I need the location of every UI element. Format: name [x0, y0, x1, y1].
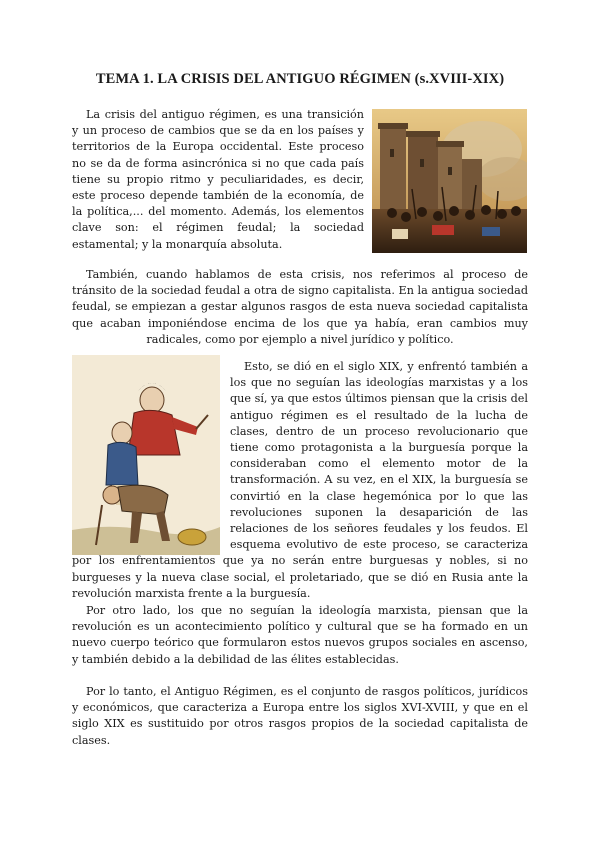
paragraph-4-block [72, 603, 528, 668]
paragraph-2-block [72, 267, 528, 348]
paragraph-5-block [72, 684, 528, 749]
paragraph-1: La crisis del antiguo régimen, es una transición y un proceso de cambios que se da en los países y territorios de la Europa occidental. Este proceso no se da de forma asincrónica si no que cada país tiene su propio ritmo y peculiaridades, es decir, este proceso depende también de la economía, de la política,... del momento. Además, los elementos clave son: el régimen feudal; la sociedad estamental; y la monarquía absoluta. [72, 108, 364, 251]
storming-bastille-image [372, 109, 527, 253]
paragraph-4: Por otro lado, los que no seguían la ideología marxista, piensan que la revolución es un acontecimiento político y cultural que se ha formado en un nuevo cuerpo teórico que formularon estos nuevos grupos sociales en ascenso, y también debido a la debilidad de las élites establecidas. [72, 604, 528, 666]
paragraph-5: Por lo tanto, el Antiguo Régimen, es el conjunto de rasgos políticos, jurídicos y económicos, que caracteriza a Europa entre los siglos XVI-XVIII, y que en el siglo XIX es sustituido por otros rasgos propios de la sociedad capitalista de clases. [72, 685, 528, 747]
caricature-float-spacer [72, 359, 230, 545]
storming-bastille-illustration [372, 109, 527, 253]
paragraph-1-block [72, 107, 364, 253]
paragraph-2: También, cuando hablamos de esta crisis, nos referimos al proceso de tránsito de la sociedad feudal a otra de signo capitalista. En la antigua sociedad feudal, se empiezan a gestar algunos rasgos de esta nueva sociedad capitalista que acaban imponiéndose encima de los que ya había, eran cambios muy radicales, como por ejemplo a nivel jurídico y político. [72, 268, 528, 346]
paragraph-3-block [72, 359, 528, 602]
paragraph-3: Esto, se dió en el siglo XIX, y enfrentó también a los que no seguían las ideologías marxistas y a los que sí, ya que estos últimos piensan que la crisis del antiguo régimen es el resultado de la lucha de clases, dentro de un proceso revolucionario que tiene como protagonista a la burguesía porque la consideraban como el elemento motor de la transformación. A su vez, en el XIX, la burguesía se convirtió en la clase hegemónica por lo que las revoluciones suponen la desaparición de las relaciones de los señores feudales y los feudos. El esquema evolutivo de este proceso, se caracteriza por los enfrentamientos que ya no serán entre burguesas y nobles, si no burgueses y la nueva clase social, el proletariado, que se dió en Rusia ante la revolución marxista frente a la burguesía. [72, 360, 528, 600]
document-title: TEMA 1. LA CRISIS DEL ANTIGUO RÉGIMEN (s.XVIII-XIX) [95, 71, 505, 87]
